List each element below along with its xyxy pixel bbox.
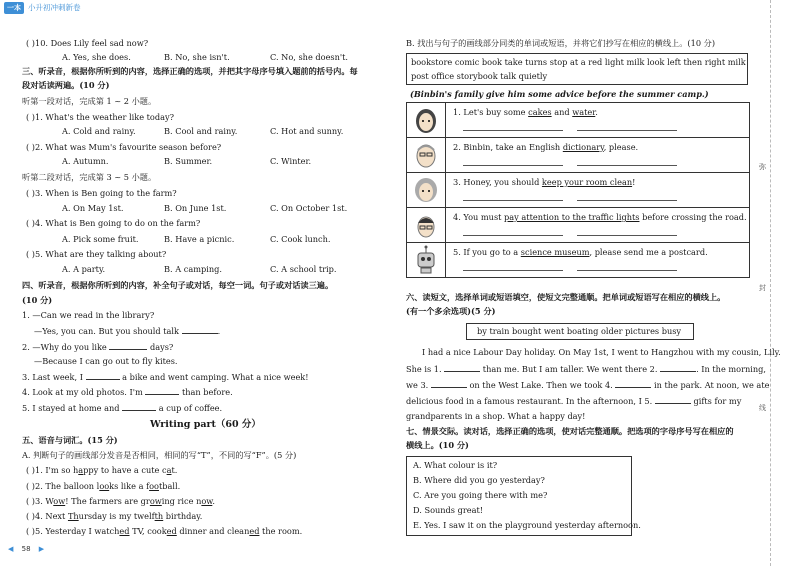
advice-5-blank-2[interactable]	[577, 270, 677, 271]
q5-option-a: A. A party.	[62, 264, 106, 274]
fill-5-text-end: a cup of coffee.	[158, 403, 223, 413]
q4-option-c: C. Cook lunch.	[270, 234, 331, 244]
fill-4	[22, 386, 233, 398]
section7-title-cont: 横线上。(10 分)	[406, 440, 469, 450]
advice-intro: (Binbin's family give him some advice before the summer camp.)	[410, 89, 709, 99]
passage-line2: She is 1. than me. But I am taller. We went there 2. . In the morning,	[406, 364, 767, 374]
q5-option-c: C. A school trip.	[270, 264, 337, 274]
dialogue2-instruction: 听第二段对话，完成第 3 ~ 5 小题。	[22, 172, 157, 182]
next-arrow-icon: ▶	[38, 545, 45, 553]
fill-2-text-end: days?	[149, 342, 174, 352]
q2-stem: ( )2. What was Mum's favourite season before?	[26, 142, 222, 152]
section4-title-cont: (10 分)	[22, 295, 53, 305]
advice-row-5	[407, 243, 749, 277]
section4-title: 四、听录音，根据你所听到的内容，补全句子或对话，每空一词。句子或对话读三遍。	[22, 280, 334, 290]
section6-title-cont: (有一个多余选项)(5 分)	[406, 306, 496, 316]
fill-2-answer: —Because I can go out to fly kites.	[34, 356, 178, 366]
q5-option-b: B. A camping.	[164, 264, 222, 274]
q3-option-a: A. On May 1st.	[62, 203, 124, 213]
advice-3-blank-1[interactable]	[463, 200, 563, 201]
section7-title: 七、情景交际。读对话，选择正确的选项，使对话完整通顺。把选项的字母序号写在相应的	[406, 426, 734, 436]
q1-option-c: C. Hot and sunny.	[270, 126, 344, 136]
passage-line3: we 3. on the West Lake. Then we took 4. in the park. At noon, we ate	[406, 380, 770, 390]
q10-option-a: A. Yes, she does.	[62, 52, 131, 62]
phonics-3: ( )3. Wow! The farmers are growing rice now.	[26, 496, 215, 506]
section5a-instruction: A. 判断句子的画线部分发音是否相同，相同的写“T”，不同的写“F”。(5 分)	[22, 450, 297, 460]
dialogue-options-box	[406, 456, 641, 536]
advice-1-text: 1. Let's buy some cakes and water.	[453, 107, 598, 117]
header-badge: 一本	[4, 2, 24, 14]
choices-box	[466, 323, 694, 340]
q2-option-b: B. Summer.	[164, 156, 213, 166]
passage-blank-5[interactable]	[655, 395, 691, 404]
advice-4-blank-1[interactable]	[463, 235, 563, 236]
advice-row-1	[407, 103, 749, 138]
q2-option-c: C. Winter.	[270, 156, 312, 166]
advice-4-text: 4. You must pay attention to the traffic lights before crossing the road.	[453, 212, 747, 222]
girl-avatar-icon	[407, 103, 446, 137]
page-footer	[8, 545, 44, 553]
fill-1-question: 1. —Can we read in the library?	[22, 310, 155, 320]
dialogue-option-d: D. Sounds great!	[413, 505, 484, 515]
fill-3	[22, 371, 309, 383]
seal-mark-3: 线	[759, 404, 766, 412]
passage-line4: delicious food in a famous restaurant. In the afternoon, I 5. gifts for my	[406, 396, 742, 406]
fill-2-text: 2. —Why do you like	[22, 342, 107, 352]
dialogue1-instruction: 听第一段对话，完成第 1 ~ 2 小题。	[22, 96, 157, 106]
passage-blank-3[interactable]	[431, 379, 467, 388]
robot-avatar-icon	[407, 243, 446, 277]
dialogue-option-e: E. Yes. I saw it on the playground yesterday afternoon.	[413, 520, 641, 530]
q10-option-c: C. No, she doesn't.	[270, 52, 349, 62]
q5-stem: ( )5. What are they talking about?	[26, 249, 167, 259]
prev-arrow-icon: ◀	[8, 545, 14, 553]
fill-4-blank[interactable]	[145, 386, 179, 395]
word-bank-line1: bookstore comic book take turns stop at a red light milk look left then right milk	[411, 57, 746, 67]
q4-option-a: A. Pick some fruit.	[62, 234, 139, 244]
passage-line1: I had a nice Labour Day holiday. On May 1st, I went to Hangzhou with my cousin, Lily.	[422, 347, 781, 357]
grandma-avatar-icon	[407, 173, 446, 207]
advice-2-blank-1[interactable]	[463, 165, 563, 166]
q4-stem: ( )4. What is Ben going to do on the farm?	[26, 218, 201, 228]
fill-1-blank[interactable]	[182, 325, 218, 334]
advice-1-blank-2[interactable]	[577, 130, 677, 131]
advice-table	[406, 102, 750, 278]
section3-title-cont: 段对话读两遍。(10 分)	[22, 80, 110, 90]
q10-stem: ( )10. Does Lily feel sad now?	[26, 38, 149, 48]
fill-1-answer: —Yes, you can. But you should talk .	[34, 326, 221, 336]
word-bank-line2: post office storybook talk quietly	[411, 71, 548, 81]
advice-5-blank-1[interactable]	[463, 270, 563, 271]
q4-option-b: B. Have a picnic.	[164, 234, 235, 244]
q3-option-b: B. On June 1st.	[164, 203, 227, 213]
q3-stem: ( )3. When is Ben going to the farm?	[26, 188, 177, 198]
phonics-4: ( )4. Next Thursday is my twelfth birthday.	[26, 511, 203, 521]
advice-row-2	[407, 138, 749, 173]
fill-5-blank[interactable]	[122, 402, 156, 411]
seal-mark-2: 封	[759, 284, 766, 292]
fill-2-blank[interactable]	[109, 341, 147, 350]
q3-option-c: C. On October 1st.	[270, 203, 348, 213]
fill-3-text-end: a bike and went camping. What a nice week!	[122, 372, 309, 382]
fill-4-text-end: than before.	[181, 387, 233, 397]
passage-blank-4[interactable]	[615, 379, 651, 388]
section5-title: 五、语音与词汇。(15 分)	[22, 435, 118, 445]
q1-stem: ( )1. What's the weather like today?	[26, 112, 174, 122]
page-number: 58	[21, 545, 31, 553]
word-bank-box	[406, 53, 748, 85]
header-title: 小升初冲刺新卷	[28, 3, 81, 12]
binding-dashed-line	[770, 0, 771, 566]
fill-5	[22, 402, 222, 414]
fill-2-question	[22, 341, 173, 353]
dialogue-option-c: C. Are you going there with me?	[413, 490, 548, 500]
passage-blank-1[interactable]	[444, 363, 480, 372]
boy-avatar-icon	[407, 208, 446, 242]
writing-part-title: Writing part（60 分）	[150, 419, 261, 430]
q10-option-b: B. No, she isn't.	[164, 52, 230, 62]
fill-1-text: —Yes, you can. But you should talk	[34, 326, 180, 336]
passage-blank-2[interactable]	[660, 363, 696, 372]
section3-title: 三、听录音，根据你所听到的内容，选择正确的选项，并把其字母序号填入题前的括号内。每	[22, 66, 358, 76]
advice-2-blank-2[interactable]	[577, 165, 677, 166]
q1-option-b: B. Cool and rainy.	[164, 126, 238, 136]
q2-option-a: A. Autumn.	[62, 156, 109, 166]
advice-3-text: 3. Honey, you should keep your room clean!	[453, 177, 636, 187]
advice-5-text: 5. If you go to a science museum, please send me a postcard.	[453, 247, 708, 257]
dialogue-option-b: B. Where did you go yesterday?	[413, 475, 545, 485]
fill-3-blank[interactable]	[86, 371, 120, 380]
q1-option-a: A. Cold and rainy.	[62, 126, 136, 136]
choices-list: by train bought went boating older pictures busy	[477, 326, 682, 336]
passage-line5: grandparents in a shop. What a happy day!	[406, 411, 586, 421]
advice-row-3	[407, 173, 749, 208]
fill-4-text: 4. Look at my old photos. I'm	[22, 387, 143, 397]
phonics-2: ( )2. The balloon looks like a football.	[26, 481, 181, 491]
section5b-instruction: B. 找出与句子的画线部分同类的单词或短语，并将它们抄写在相应的横线上。(10 分)	[406, 38, 716, 48]
fill-5-text: 5. I stayed at home and	[22, 403, 120, 413]
section6-title: 六、读短文，选择单词或短语填空，使短文完整通顺。把单词或短语写在相应的横线上。	[406, 292, 726, 302]
advice-4-blank-2[interactable]	[577, 235, 677, 236]
advice-row-4	[407, 208, 749, 243]
advice-1-blank-1[interactable]	[463, 130, 563, 131]
advice-3-blank-2[interactable]	[577, 200, 677, 201]
phonics-5: ( )5. Yesterday I watched TV, cooked dinner and cleaned the room.	[26, 526, 303, 536]
seal-mark-1: 弥	[759, 163, 766, 171]
phonics-1: ( )1. I'm so happy to have a cute cat.	[26, 465, 178, 475]
grandpa-avatar-icon	[407, 138, 446, 172]
dialogue-option-a: A. What colour is it?	[413, 460, 498, 470]
advice-2-text: 2. Binbin, take an English dictionary, please.	[453, 142, 639, 152]
fill-3-text: 3. Last week, I	[22, 372, 83, 382]
